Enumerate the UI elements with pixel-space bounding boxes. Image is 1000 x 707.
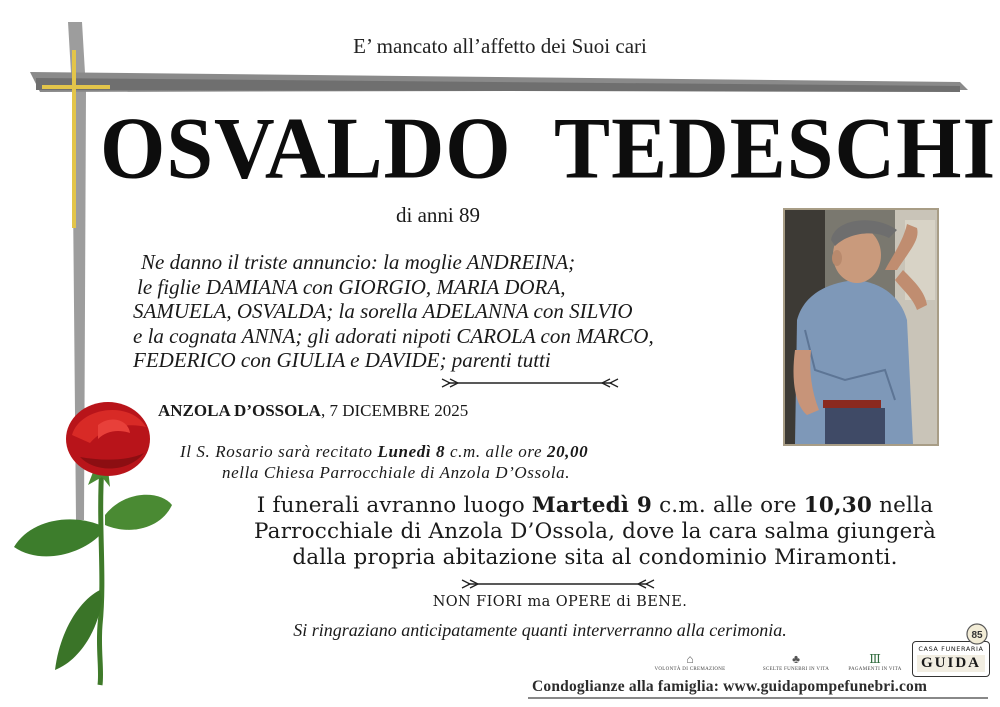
- rosary-text: c.m. alle ore: [445, 442, 547, 461]
- portrait-illustration: [785, 210, 937, 444]
- announcement-line: FEDERICO con GIULIA e DAVIDE; parenti tutti: [133, 348, 551, 372]
- intro-line: E’ mancato all’affetto dei Suoi cari: [353, 34, 647, 58]
- age: di anni 89: [396, 203, 480, 227]
- logo-cremation: [652, 652, 728, 672]
- tree-icon: ♣: [792, 652, 800, 666]
- divider-ornament: [440, 377, 620, 389]
- anniversary-badge: [963, 623, 991, 645]
- deceased-name: OSVALDO TEDESCHI: [100, 99, 997, 198]
- announcement-line: SAMUELA, OSVALDA; la sorella ADELANNA con SILVIO: [133, 299, 633, 323]
- announcement-line: Ne danno il triste annuncio: la moglie ANDREINA;: [141, 250, 576, 274]
- rosary-info: [180, 441, 780, 483]
- rosary-day: Lunedì 8: [377, 442, 446, 461]
- funeral-text: nella: [872, 493, 934, 518]
- logo-choices: [760, 652, 832, 672]
- rosary-time: 20,00: [546, 442, 589, 461]
- funeral-text: I funerali avranno luogo: [256, 493, 532, 518]
- building-icon: ⌂: [686, 652, 694, 666]
- condolences-underline: [528, 697, 988, 699]
- announcement-line: e la cognata ANNA; gli adorati nipoti CAROLA con MARCO,: [133, 323, 654, 348]
- badge-text: 85: [971, 630, 983, 641]
- rose-icon: [10, 395, 180, 690]
- funeral-text: c.m. alle ore: [652, 493, 804, 518]
- place: ANZOLA D’OSSOLA: [158, 401, 321, 420]
- brand-name: GUIDA: [917, 655, 985, 672]
- funeral-time: 10,30: [803, 493, 873, 518]
- columns-icon: Ⅲ: [869, 652, 881, 666]
- funeral-line: dalla propria abitazione sita al condominio Miramonti.: [292, 545, 898, 570]
- funeral-info: [215, 493, 975, 571]
- funeral-day: Martedì 9: [531, 493, 653, 518]
- brand-logo: [912, 641, 990, 677]
- logo-payments: [842, 652, 908, 672]
- no-flowers-note: NON FIORI ma OPERE di BENE.: [432, 594, 688, 610]
- logo-label: SCELTE FUNEBRI IN VITA: [762, 667, 830, 672]
- date: , 7 DICEMBRE 2025: [320, 401, 469, 420]
- divider-ornament: [460, 578, 656, 590]
- place-date: [158, 401, 468, 421]
- condolences-link[interactable]: Condoglianze alla famiglia: www.guidapompefunebri.com: [532, 678, 928, 695]
- thanks-note: Si ringraziano anticipatamente quanti interverranno alla cerimonia.: [293, 620, 787, 640]
- brand-top: CASA FUNERARIA: [918, 645, 984, 653]
- logo-label: VOLONTÀ DI CREMAZIONE: [654, 667, 726, 672]
- funeral-line: Parrocchiale di Anzola D’Ossola, dove la cara salma giungerà: [253, 519, 936, 544]
- portrait-photo: [783, 208, 939, 446]
- rosary-location: nella Chiesa Parrocchiale di Anzola D’Ossola.: [222, 463, 571, 482]
- announcement: [133, 250, 773, 373]
- rosary-text: Il S. Rosario sarà recitato: [180, 442, 378, 461]
- logo-label: PAGAMENTI IN VITA: [848, 667, 902, 672]
- announcement-line: le figlie DAMIANA con GIORGIO, MARIA DORA,: [137, 274, 566, 299]
